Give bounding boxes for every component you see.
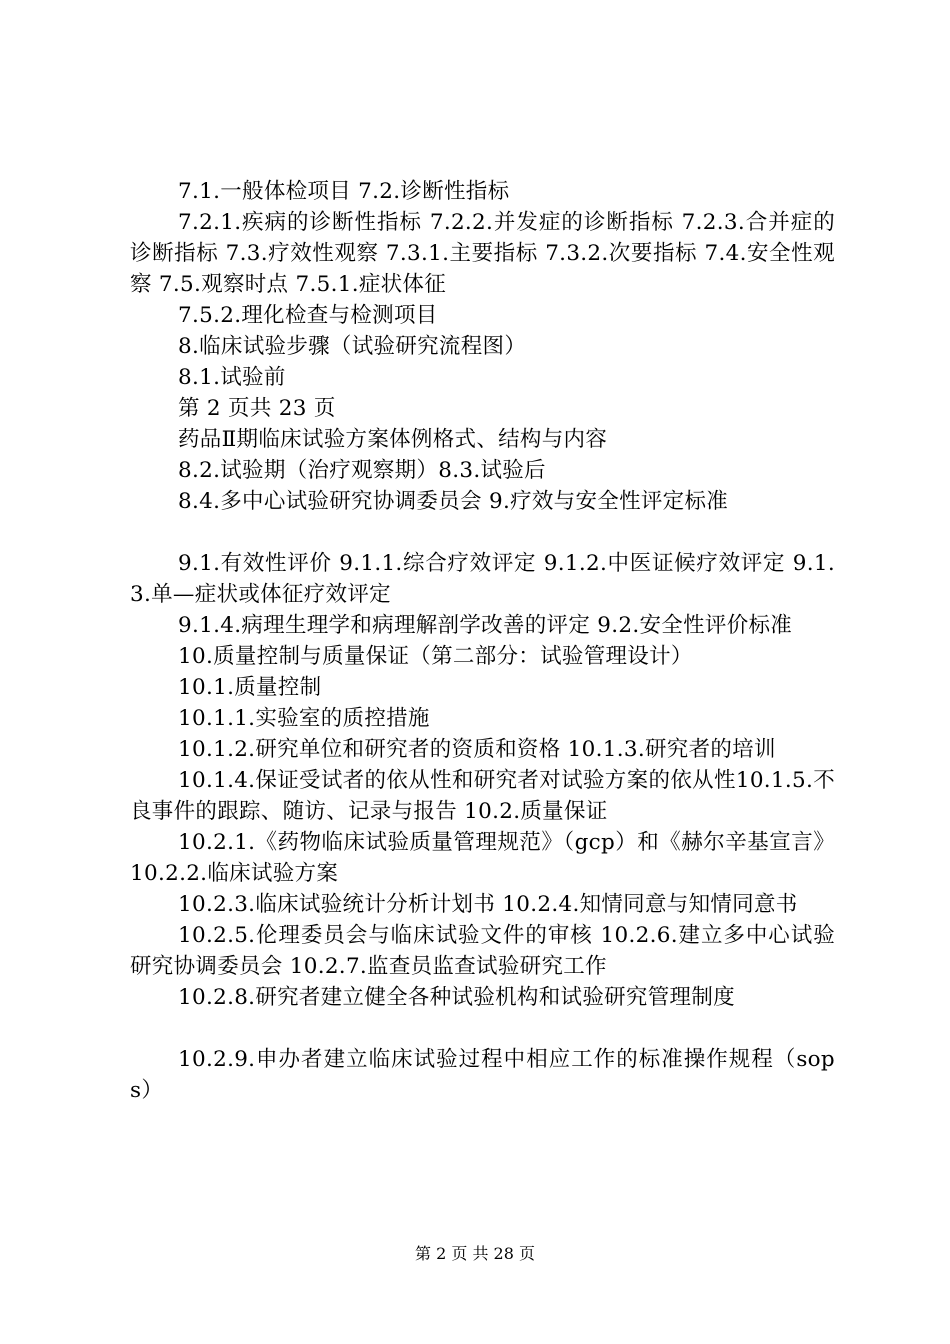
subsection-heading: 10.1.质量控制 (178, 675, 322, 700)
paragraph: 7.5.2.理化检查与检测项目 (178, 303, 438, 328)
page-marker: 第 2 页共 23 页 (178, 396, 336, 421)
paragraph: 8.4.多中心试验研究协调委员会 9.疗效与安全性评定标准 (178, 489, 729, 514)
paragraph: 10.1.1.实验室的质控措施 (178, 706, 430, 731)
paragraph: 9.1.有效性评价 9.1.1.综合疗效评定 9.1.2.中医证候疗效评定 9.1.3.单—症状或体征疗效评定 (130, 551, 835, 607)
paragraph: 8.临床试验步骤（试验研究流程图） (178, 334, 527, 359)
paragraph: 9.1.4.病理生理学和病理解剖学改善的评定 9.2.安全性评价标准 (178, 613, 793, 638)
page-footer: 第 2 页 共 28 页 (415, 1244, 535, 1263)
paragraph: 10.2.8.研究者建立健全各种试验机构和试验研究管理制度 (178, 985, 735, 1010)
document-body (130, 176, 835, 1106)
paragraph: 10.2.1.《药物临床试验质量管理规范》（gcp）和《赫尔辛基宣言》10.2.2.临床试验方案 (130, 830, 835, 886)
paragraph: 10.2.9.申办者建立临床试验过程中相应工作的标准操作规程（sops） (130, 1047, 835, 1103)
paragraph: 10.2.5.伦理委员会与临床试验文件的审核 10.2.6.建立多中心试验研究协调委员会 10.2.7.监查员监查试验研究工作 (130, 923, 835, 979)
paragraph: 10.1.2.研究单位和研究者的资质和资格 10.1.3.研究者的培训 (178, 737, 776, 762)
paragraph: 7.2.1.疾病的诊断性指标 7.2.2.并发症的诊断指标 7.2.3.合并症的诊断指标 7.3.疗效性观察 7.3.1.主要指标 7.3.2.次要指标 7.4.安全性观察 7.5.观察时点 7.5.1.症状体征 (130, 210, 835, 297)
section-heading: 10.质量控制与质量保证（第二部分：试验管理设计） (178, 644, 693, 669)
paragraph: 8.1.试验前 (178, 365, 286, 390)
paragraph: 8.2.试验期（治疗观察期）8.3.试验后 (178, 458, 546, 483)
paragraph: 10.1.4.保证受试者的依从性和研究者对试验方案的依从性10.1.5.不良事件的跟踪、随访、记录与报告 10.2.质量保证 (130, 768, 835, 824)
document-title: 药品Ⅱ期临床试验方案体例格式、结构与内容 (178, 427, 608, 452)
paragraph: 10.2.3.临床试验统计分析计划书 10.2.4.知情同意与知情同意书 (178, 892, 798, 917)
paragraph: 7.1.一般体检项目 7.2.诊断性指标 (178, 179, 510, 204)
